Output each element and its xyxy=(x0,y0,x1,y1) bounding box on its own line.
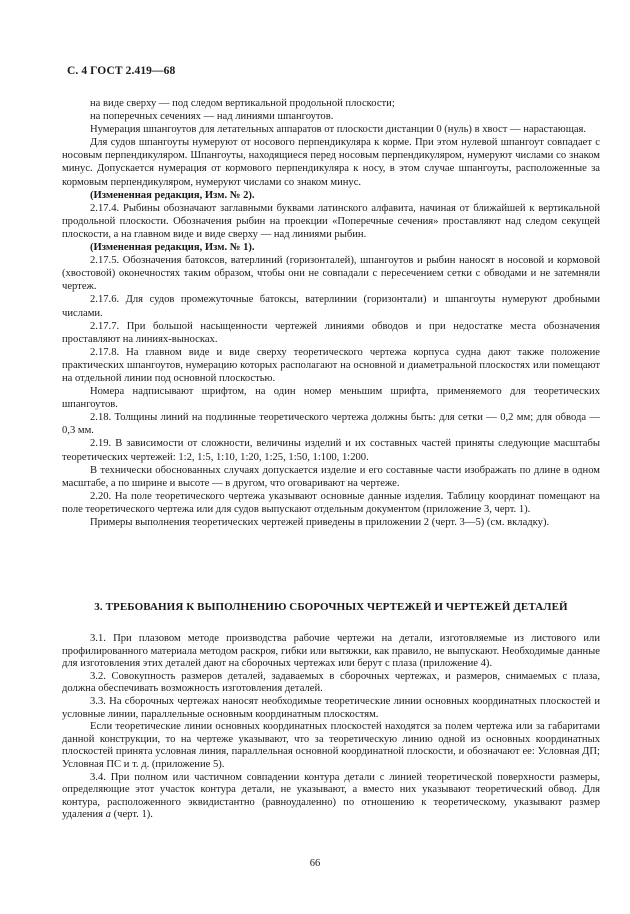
paragraph: 2.17.4. Рыбины обозначают заглавными буквами латинского алфавита, начиная от ближайшей к вертикальной продольной плоскости. Обозначения рыбин на проекции «Поперечные сечения» проставляют над следом секущей плоскости, а на главном виде и виде сверху — над линиями рыбин. xyxy=(62,202,600,240)
paragraph: Для судов шпангоуты нумеруют от носового перпендикуляра к корме. При этом нулевой шпангоут совпадает с носовым перпендикуляром. Шпангоуты, находящиеся перед носовым перпендикуляром, нумеруют числами со знаком минус. Допускается нумерация от кормового перпендикуляра к носу, в этом случае шпангоуты, расположенные за кормовым перпендикуляром, нумеруют числами со знаком минус. xyxy=(62,137,600,188)
paragraph: на виде сверху — под следом вертикальной продольной плоскости; xyxy=(90,98,395,109)
revision-note: (Измененная редакция, Изм. № 1). xyxy=(90,242,255,254)
paragraph: 2.18. Толщины линий на подлинные теоретического чертежа должны быть: для сетки — 0,2 мм; для обвода — 0,3 мм. xyxy=(62,412,600,437)
variable-a: a xyxy=(105,809,111,821)
paragraph: на поперечных сечениях — над линиями шпангоутов. xyxy=(90,111,334,123)
paragraph-text: 3.4. При полном или частичном совпадении контура детали с линией теоретической поверхности размеры, определяющие этот участок контура детали, не указывают, а вместо них указывают теоретический обвод. Для контура, расположенного эквидистантно (равноудаленно) по отношению к теоретическому, указывают размер удаления xyxy=(62,771,600,821)
paragraph: Нумерация шпангоутов для летательных аппаратов от плоскости дистанции 0 (нуль) в хвост — нарастающая. xyxy=(90,124,587,136)
paragraph: 2.17.7. При большой насыщенности чертежей линиями обводов и при недостатке места обозначения проставляют на линиях-выносках. xyxy=(62,320,600,345)
paragraph: В технически обоснованных случаях допускается изделие и его составные части изображать по длине в одном масштабе, а по ширине и высоте — в другом, что оговаривают на чертеже. xyxy=(62,464,600,489)
paragraph: 3.1. При плазовом методе производства рабочие чертежи на детали, изготовляемые из листового или профилированного материала методом раскроя, гибки или вытяжки, как правило, не выпускают. Необходимые данные для изготовления этих деталей дают на сборочных чертежах или берут с плаза (приложение 4). xyxy=(62,633,600,670)
page-header: С. 4 ГОСТ 2.419—68 xyxy=(67,65,176,77)
paragraph: 2.17.6. Для судов промежуточные батоксы, ватерлинии (горизонтали) и шпангоуты нумеруют дробными числами. xyxy=(62,294,600,319)
paragraph: 3.2. Совокупность размеров деталей, задаваемых в сборочных чертежах, и размеров, снимаемых с плаза, должна обеспечивать возможность изготовления деталей. xyxy=(62,670,600,695)
paragraph: Если теоретические линии основных координатных плоскостей находятся за полем чертежа или за габаритами данной конструкции, то на чертеже указывают, что за теоретическую линию одной из основных координатных плоскостей принята условная линия, параллельная основной координатной плоскости, и обозначают ее: Условная ДП; Условная ПС и т. д. (приложение 5). xyxy=(62,721,600,770)
body-text-top xyxy=(62,97,600,529)
paragraph: Примеры выполнения теоретических чертежей приведены в приложении 2 (черт. 3—5) (см. вкладку). xyxy=(90,517,550,528)
paragraph: 2.20. На поле теоретического чертежа указывают основные данные изделия. Таблицу координат помещают на поле теоретического чертежа или для судов выпускают отдельным документом (приложение 3, черт. 1). xyxy=(62,490,600,515)
paragraph: 2.19. В зависимости от сложности, величины изделий и их составных частей приняты следующие масштабы теоретических чертежей: 1:2, 1:5, 1:10, 1:20, 1:25, 1:50, 1:100, 1:200. xyxy=(62,438,600,463)
page-number: 66 xyxy=(309,858,321,869)
paragraph: 2.17.5. Обозначения батоксов, ватерлиний (горизонталей), шпангоутов и рыбин наносят в носовой и кормовой (хвостовой) оконечностях таким образом, чтобы они не совпадали с пересечением сетки с обводами и не затемняли чертеж. xyxy=(62,255,600,293)
body-text-bottom xyxy=(62,633,600,822)
paragraph: Номера надписывают шрифтом, на один номер меньшим шрифта, применяемого для теоретических шпангоутов. xyxy=(62,386,600,411)
paragraph: 2.17.8. На главном виде и виде сверху теоретического чертежа корпуса судна дают также положение практических шпангоутов, нумерацию которых располагают на основной и диаметральной плоскостях или помещают на отдельной линии под основной плоскостью. xyxy=(62,346,600,384)
section-heading: 3. ТРЕБОВАНИЯ К ВЫПОЛНЕНИЮ СБОРОЧНЫХ ЧЕРТЕЖЕЙ И ЧЕРТЕЖЕЙ ДЕТАЛЕЙ xyxy=(94,601,568,613)
paragraph: 3.3. На сборочных чертежах наносят необходимые теоретические линии основных координатных плоскостей и условные линии, параллельные основным координатным плоскостям. xyxy=(62,695,600,720)
revision-note: (Измененная редакция, Изм. № 2). xyxy=(90,189,255,201)
paragraph-tail: (черт. 1). xyxy=(113,809,153,821)
paragraph xyxy=(62,772,600,822)
